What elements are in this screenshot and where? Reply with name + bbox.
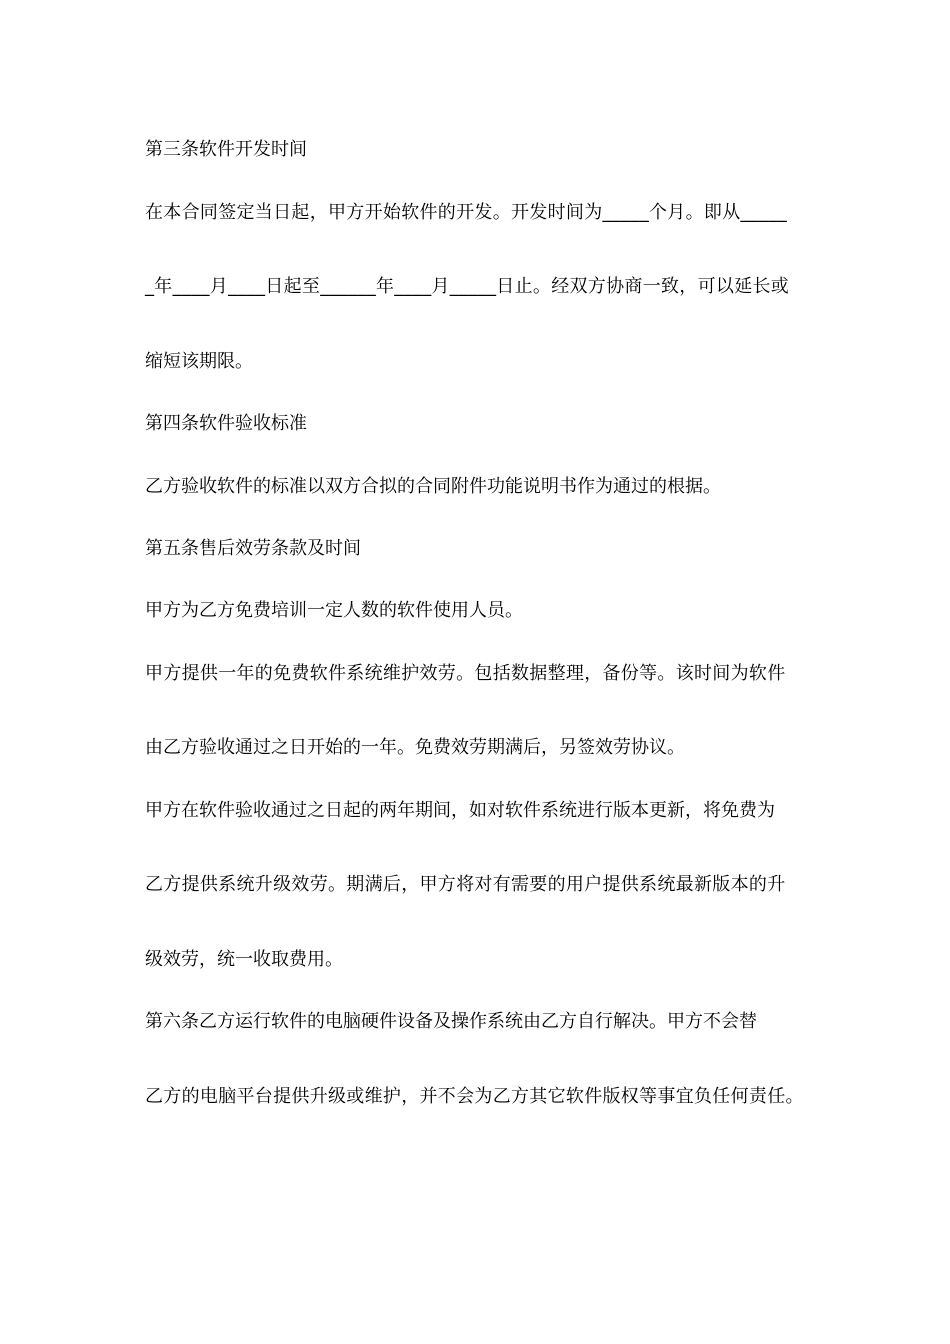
paragraph-line: 级效劳，统一收取费用。 <box>145 949 343 970</box>
article-6-paragraph-line: 第六条乙方运行软件的电脑硬件设备及操作系统由乙方自行解决。甲方不会替 <box>145 1011 757 1032</box>
article-5-heading: 第五条售后效劳条款及时间 <box>145 538 361 559</box>
paragraph-line: 由乙方验收通过之日开始的一年。免费效劳期满后，另签效劳协议。 <box>145 737 685 758</box>
paragraph-line: 甲方为乙方免费培训一定人数的软件使用人员。 <box>145 600 523 621</box>
paragraph-line: 甲方在软件验收通过之日起的两年期间，如对软件系统进行版本更新，将免费为 <box>145 800 775 821</box>
article-3-heading: 第三条软件开发时间 <box>145 139 307 160</box>
paragraph-line: 乙方验收软件的标准以双方合拟的合同附件功能说明书作为通过的根据。 <box>145 476 721 497</box>
paragraph-line: 缩短该期限。 <box>145 351 253 372</box>
paragraph-line: 在本合同签定当日起，甲方开始软件的开发。开发时间为_____个月。即从_____ <box>145 202 787 223</box>
paragraph-line: 乙方的电脑平台提供升级或维护，并不会为乙方其它软件版权等事宜负任何责任。 <box>145 1086 804 1107</box>
paragraph-line: 乙方提供系统升级效劳。期满后，甲方将对有需要的用户提供系统最新版本的升 <box>145 874 786 895</box>
paragraph-line: _年____月____日起至______年____月_____日止。经双方协商一致，可以延长或 <box>145 276 790 297</box>
paragraph-line: 甲方提供一年的免费软件系统维护效劳。包括数据整理，备份等。该时间为软件 <box>145 663 786 684</box>
article-4-heading: 第四条软件验收标准 <box>145 413 307 434</box>
